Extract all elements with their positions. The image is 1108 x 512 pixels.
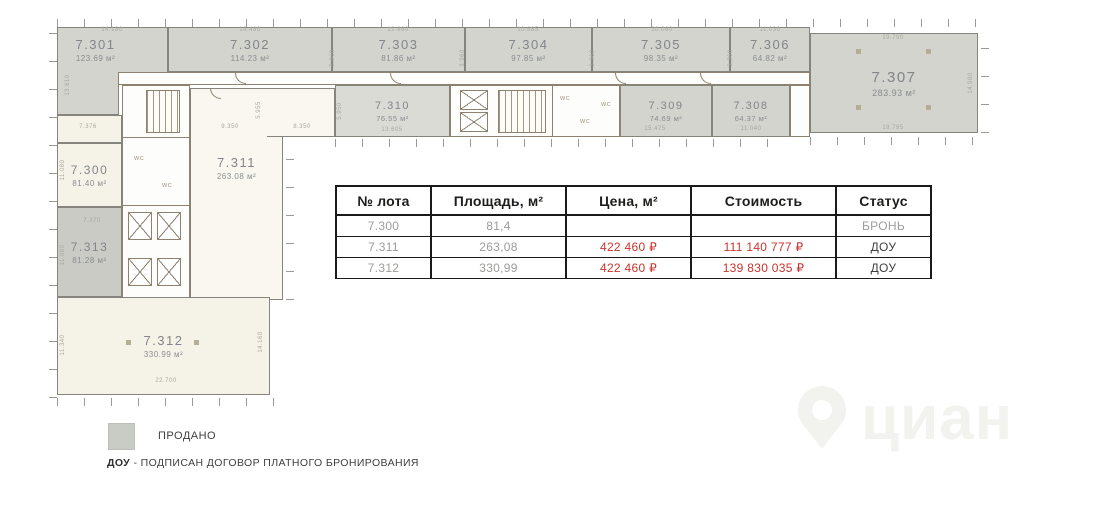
- dimension-label: 12.980: [387, 27, 409, 33]
- unit-7311: [190, 137, 283, 300]
- ticks-left-edge: [49, 27, 57, 398]
- unit-area: 76.55 м²: [376, 113, 409, 123]
- dimension-label: 7.376: [79, 124, 97, 130]
- dimension-label: 10.685: [517, 27, 539, 33]
- elevator-shaft: [128, 258, 152, 286]
- ticks-top-edge: [57, 19, 978, 27]
- dimension-label: 8.350: [293, 124, 311, 130]
- unit-area: 81.86 м²: [381, 53, 416, 63]
- legend-sold-swatch: [108, 423, 135, 450]
- cell-total: [691, 215, 836, 237]
- wc-label: WC: [580, 119, 591, 125]
- table-row: [336, 215, 931, 237]
- ticks-bottom-left-wing: [57, 398, 285, 406]
- column-dot: [856, 49, 861, 54]
- dimension-label: 3.960: [330, 49, 336, 67]
- map-pin-icon: [795, 383, 849, 455]
- column-dot: [126, 340, 131, 345]
- unit-7304: [465, 27, 592, 72]
- dimension-label: 11.040: [740, 126, 762, 132]
- dimension-label: 13.605: [381, 127, 403, 133]
- dimension-label: 3.960: [590, 49, 596, 67]
- dimension-label: 3.960: [728, 49, 734, 67]
- dimension-label: 22.700: [155, 378, 177, 384]
- dimension-label: 14.980: [968, 72, 974, 94]
- core-wall: [122, 205, 190, 206]
- column-dot: [856, 105, 861, 110]
- cell-status: ДОУ: [836, 258, 931, 279]
- core-wall: [552, 85, 553, 137]
- unit-area: 98.35 м²: [643, 53, 679, 63]
- header-total: Стоимость: [691, 186, 836, 215]
- column-dot: [926, 105, 931, 110]
- table-header-row: [336, 186, 931, 215]
- unit-number: 7.312: [143, 333, 184, 348]
- lots-table: [335, 185, 932, 279]
- legend-dou-term: ДОУ: [107, 457, 131, 469]
- unit-number: 7.310: [374, 99, 411, 112]
- dimension-label: 20.080: [651, 27, 673, 33]
- dimension-label: 3.960: [460, 49, 466, 67]
- unit-number: 7.305: [640, 36, 682, 52]
- wc-label: WC: [162, 183, 173, 189]
- unit-number: 7.303: [378, 36, 419, 52]
- table-row: [336, 258, 931, 279]
- unit-area: 74.69 м²: [649, 113, 683, 123]
- wc-label: WC: [560, 96, 571, 102]
- dimension-label: 5.950: [337, 102, 343, 120]
- cell-lot: 7.311: [336, 237, 431, 258]
- unit-number: 7.307: [871, 68, 917, 86]
- dimension-label: 11.030: [759, 27, 781, 33]
- elevator-shaft: [157, 212, 181, 240]
- unit-7307: [810, 33, 978, 133]
- ticks-right-of-7311: [286, 140, 294, 300]
- legend-dou-line: [107, 457, 419, 469]
- unit-area: 263.08 м²: [216, 172, 257, 181]
- column-dot: [926, 49, 931, 54]
- elevator-shaft: [128, 212, 152, 240]
- wc-label: WC: [601, 102, 612, 108]
- dimension-label: 11.080: [60, 244, 66, 266]
- header-area: Площадь, м²: [431, 186, 566, 215]
- unit-number: 7.308: [733, 99, 769, 112]
- dimension-label: 14.160: [258, 331, 264, 353]
- unit-area: 64.37 м²: [734, 113, 768, 123]
- dimension-label: 7.370: [83, 218, 101, 224]
- ticks-bottom-7307: [810, 137, 978, 145]
- dimension-label: 19.790: [882, 35, 904, 41]
- dimension-label: 14.180: [101, 27, 123, 33]
- unit-area: 97.85 м²: [511, 53, 546, 63]
- unit-number: 7.311: [216, 155, 257, 170]
- cell-area: 263,08: [431, 237, 566, 258]
- cell-total: 111 140 777 ₽: [691, 237, 836, 258]
- unit-7305: [592, 27, 730, 72]
- unit-7309: [620, 85, 712, 137]
- unit-number: 7.302: [229, 36, 271, 52]
- table-row: [336, 237, 931, 258]
- building-edge: [267, 136, 335, 137]
- elevator-shaft: [460, 112, 488, 132]
- unit-number: 7.313: [70, 239, 109, 254]
- cell-area: 81,4: [431, 215, 566, 237]
- dimension-label: 15.475: [644, 126, 666, 132]
- elevator-shaft: [157, 258, 181, 286]
- unit-number: 7.304: [508, 36, 549, 52]
- dimension-label: 11.080: [60, 159, 66, 181]
- stairwell: [498, 90, 546, 133]
- header-status: Статус: [836, 186, 931, 215]
- unit-7303: [332, 27, 465, 72]
- unit-number: 7.301: [75, 37, 116, 52]
- unit-number: 7.300: [70, 162, 109, 177]
- dimension-label: 19.480: [239, 27, 261, 33]
- unit-number: 7.309: [648, 99, 684, 112]
- unit-area: 81.28 м²: [72, 255, 107, 265]
- stairwell: [146, 90, 180, 133]
- unit-area: 64.82 м²: [752, 53, 788, 63]
- unit-number: 7.306: [749, 36, 791, 52]
- unit-7302: [168, 27, 332, 72]
- cell-status: БРОНЬ: [836, 215, 931, 237]
- cell-area: 330,99: [431, 258, 566, 279]
- elevator-shaft: [460, 90, 488, 110]
- dimension-label: 11.340: [60, 334, 66, 356]
- cell-price: 422 460 ₽: [566, 237, 691, 258]
- core-wall: [122, 137, 190, 138]
- legend-sold-label: ПРОДАНО: [158, 430, 217, 442]
- wc-label: WC: [134, 156, 145, 162]
- unit-7311-upper: [190, 88, 335, 137]
- cell-status: ДОУ: [836, 237, 931, 258]
- column-dot: [194, 340, 199, 345]
- dimension-label: 19.795: [882, 125, 904, 131]
- corridor-end: [790, 85, 810, 137]
- unit-area: 283.93 м²: [872, 87, 916, 98]
- unit-7301: [57, 27, 168, 72]
- cell-lot: 7.300: [336, 215, 431, 237]
- cell-lot: 7.312: [336, 258, 431, 279]
- unit-area: 330.99 м²: [143, 350, 184, 359]
- legend-dou-text: - ПОДПИСАН ДОГОВОР ПЛАТНОГО БРОНИРОВАНИЯ: [130, 457, 419, 469]
- header-lot: № лота: [336, 186, 431, 215]
- dimension-label: 13.610: [65, 74, 71, 96]
- unit-area: 123.69 м²: [75, 54, 116, 63]
- watermark-text: циан: [861, 384, 1014, 453]
- cell-total: 139 830 035 ₽: [691, 258, 836, 279]
- unit-area: 81.40 м²: [72, 178, 107, 188]
- unit-7300: [57, 143, 122, 207]
- cell-price: [566, 215, 691, 237]
- dimension-label: 9.350: [221, 124, 239, 130]
- dimension-label: 5.955: [256, 101, 262, 119]
- header-price: Цена, м²: [566, 186, 691, 215]
- ticks-right-of-7307: [981, 33, 989, 133]
- cell-price: 422 460 ₽: [566, 258, 691, 279]
- unit-area: 114.23 м²: [230, 53, 270, 63]
- ticks-bottom-second-band: [335, 139, 790, 147]
- unit-7306: [730, 27, 810, 72]
- watermark: [795, 383, 1013, 455]
